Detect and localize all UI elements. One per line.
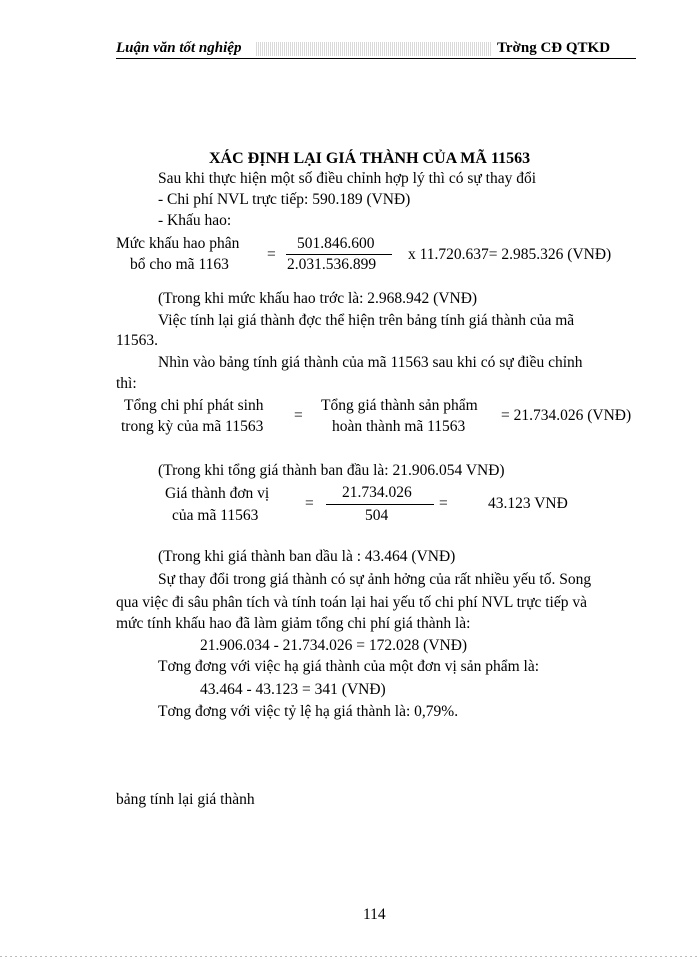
header-right-title: Trờng CĐ QTKD [497,40,611,56]
note3: (Trong khi giá thành ban dầu là : 43.464 (VNĐ) [158,548,456,565]
calc1: 21.906.034 - 21.734.026 = 172.028 (VNĐ) [200,637,468,654]
intro-text: Sau khi thực hiện một số điều chỉnh hợp lý thì có sự thay đổi [158,170,537,187]
formula2-left-line2: trong kỳ của mã 11563 [121,418,264,435]
formula3-numerator: 21.734.026 [342,484,412,501]
formula2-result: = 21.734.026 (VNĐ) [501,407,632,424]
formula3-equals: = [305,495,314,512]
formula1-fraction-bar [286,254,392,255]
para1-line2: 11563. [116,332,159,349]
formula2-left-line1: Tổng chi phí phát sinh [124,397,264,414]
formula2-equals: = [294,407,303,424]
para5: Tơng đơng với việc tỷ lệ hạ giá thành là: 0,79%. [158,703,459,720]
page-number: 114 [363,906,386,923]
para3-line3: mức tính khấu hao đã làm giảm tổng chi phí giá thành là: [116,615,471,632]
para3-line1: Sự thay đổi trong giá thành có sự ảnh hởng của rất nhiều yếu tố. Song [158,571,592,588]
para1-line1: Việc tính lại giá thành đợc thể hiện trên bảng tính giá thành của mã [158,312,575,329]
formula3-result: 43.123 VNĐ [488,495,568,512]
formula2-right-line1: Tổng giá thành sản phẩm [321,397,478,414]
formula1-label-line1: Mức khấu hao phân [116,235,240,252]
nvl-line: - Chi phí NVL trực tiếp: 590.189 (VNĐ) [158,191,411,208]
formula1-label-line2: bổ cho mã 1163 [130,256,229,273]
calc2: 43.464 - 43.123 = 341 (VNĐ) [200,681,386,698]
note1: (Trong khi mức khấu hao trớc là: 2.968.942 (VNĐ) [158,290,478,307]
formula2-right-line2: hoàn thành mã 11563 [332,418,466,435]
formula3-label-line2: của mã 11563 [172,507,259,524]
formula3-equals2: = [439,495,448,512]
header-left-title: Luận văn tốt nghiệp [116,40,242,56]
footer-note: bảng tính lại giá thành [116,791,255,808]
formula1-equals: = [267,246,276,263]
para4: Tơng đơng với việc hạ giá thành của một đơn vị sản phẩm là: [158,658,540,675]
header-rule [116,58,636,59]
khau-hao-label: - Khấu hao: [158,212,232,229]
formula1-numerator: 501.846.600 [297,235,375,252]
formula3-label-line1: Giá thành đơn vị [165,485,270,502]
formula3-fraction-bar [326,504,434,505]
para2-line2: thì: [116,375,137,392]
formula1-denominator: 2.031.536.899 [287,256,377,273]
formula3-denominator: 504 [365,507,389,524]
bottom-dotted-border [0,956,700,957]
para2-line1: Nhìn vào bảng tính giá thành của mã 11563 sau khi có sự điều chỉnh [158,354,583,371]
formula1-result: x 11.720.637= 2.985.326 (VNĐ) [408,246,612,263]
header-decorative-band [256,42,492,56]
page-title: XÁC ĐỊNH LẠI GIÁ THÀNH CỦA MÃ 11563 [209,150,531,167]
para3-line2: qua việc đi sâu phân tích và tính toán lại hai yếu tố chi phí NVL trực tiếp và [116,594,587,611]
note2: (Trong khi tổng giá thành ban đầu là: 21.906.054 VNĐ) [158,462,505,479]
